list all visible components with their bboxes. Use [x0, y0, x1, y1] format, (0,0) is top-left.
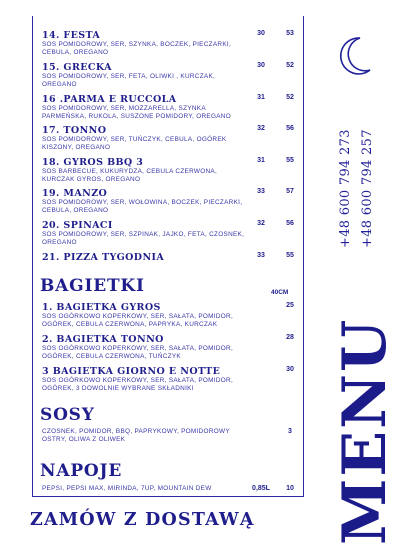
- menu-item: [42, 220, 300, 247]
- price-large: 53: [286, 30, 294, 37]
- menu-item: [42, 188, 300, 215]
- price-large: 52: [286, 62, 294, 69]
- price-large: 55: [286, 252, 294, 259]
- menu-item: [42, 302, 300, 329]
- menu-item: [42, 94, 300, 121]
- section-title-napoje: NAPOJE: [40, 461, 123, 481]
- price: 30: [286, 366, 294, 373]
- item-name: 3 BAGIETKA GIORNO E NOTTE: [42, 366, 221, 377]
- menu-item: [42, 62, 300, 89]
- price-large: 52: [286, 94, 294, 101]
- item-description: SOS POMIDOROWY, SER, WOŁOWINA, BOCZEK, PIECZARKI, CEBULA, OREGANO: [42, 199, 243, 214]
- section-title-bagietki: BAGIETKI: [40, 276, 145, 296]
- price-small: 30: [257, 62, 265, 69]
- price-small: 33: [257, 188, 265, 195]
- menu-item: [42, 157, 300, 184]
- price-small: 33: [257, 252, 265, 259]
- drink-size: 0,85L: [252, 485, 270, 492]
- price-small: 32: [257, 125, 265, 132]
- price-small: 31: [257, 94, 265, 101]
- price: 25: [286, 302, 294, 309]
- menu-item: [42, 252, 300, 263]
- item-name: 17. TONNO: [42, 125, 107, 136]
- item-description: SOS OGÓRKOWO KOPERKOWY, SER, SAŁATA, POMIDOR, OGÓREK, 3 DOWOLNIE WYBRANE SKŁADNIKI: [42, 377, 234, 392]
- price-large: 57: [286, 188, 294, 195]
- item-name: 21. PIZZA TYGODNIA: [42, 252, 165, 263]
- menu-item: [42, 485, 300, 493]
- size-header: 40CM: [271, 289, 289, 296]
- item-name: 1. BAGIETKA GYROS: [42, 302, 161, 313]
- menu-item: [42, 428, 300, 444]
- price-large: 56: [286, 220, 294, 227]
- item-name: 14. FESTA: [42, 30, 101, 41]
- price-small: 32: [257, 220, 265, 227]
- item-name: 15. GRECKA: [42, 62, 112, 73]
- item-description: SOS POMIDOROWY, SER, FETA, OLIWKI , KURCZAK, OREGANO: [42, 73, 216, 88]
- menu-item: [42, 366, 300, 393]
- menu-item: [42, 334, 300, 361]
- order-banner: ZAMÓW Z DOSTAWĄ: [30, 510, 255, 530]
- item-description: SOS POMIDOROWY, SER, MOZZARELLA, SZYNKA PARMEŃSKA, RUKOLA, SUSZONE POMIDORY, OREGANO: [42, 105, 231, 120]
- price: 10: [286, 485, 294, 492]
- price-small: 31: [257, 157, 265, 164]
- phone-number[interactable]: +48 600 794 257: [360, 129, 375, 248]
- item-name: 18. GYROS BBQ 3: [42, 157, 144, 168]
- menu-title-vertical: MENU: [330, 317, 400, 545]
- phone-number[interactable]: +48 600 794 273: [338, 129, 353, 248]
- menu-item: [42, 125, 300, 152]
- price: 28: [286, 334, 294, 341]
- item-name: 20. SPINACI: [42, 220, 113, 231]
- price-large: 55: [286, 157, 294, 164]
- price-large: 56: [286, 125, 294, 132]
- crescent-moon-icon: [338, 36, 372, 76]
- item-name: 2. BAGIETKA TONNO: [42, 334, 164, 345]
- item-description: SOS POMIDOROWY, SER, SZYNKA, BOCZEK, PIECZARKI, CEBULA, OREGANO: [42, 41, 232, 56]
- item-description: CZOSNEK, POMIDOR, BBQ, PAPRYKOWY, POMIDOROWY OSTRY, OLIWA Z OLIWEK: [42, 428, 230, 443]
- item-description: SOS POMIDOROWY, SER, TUŃCZYK, CEBULA, OGÓREK KISZONY, OREGANO: [42, 136, 227, 151]
- item-description: SOS BARBECUE, KUKURYDZA, CEBULA CZERWONA, KURCZAK GYROS, OREGANO: [42, 168, 218, 183]
- item-description: SOS OGÓRKOWO KOPERKOWY, SER, SAŁATA, POMIDOR, OGÓREK, CEBULA CZERWONA, TUŃCZYK: [42, 345, 234, 360]
- item-name: 16 .PARMA E RUCCOLA: [42, 94, 177, 105]
- item-description: SOS POMIDOROWY, SER, SZPINAK, JAJKO, FETA, CZOSNEK, OREGANO: [42, 231, 245, 246]
- menu-item: [42, 30, 300, 57]
- section-title-sosy: SOSY: [40, 405, 95, 425]
- item-description: PEPSI, PEPSI MAX, MIRINDA, 7UP, MOUNTAIN DEW: [42, 485, 212, 492]
- item-name: 19. MANZO: [42, 188, 108, 199]
- item-description: SOS OGÓRKOWO KOPERKOWY, SER, SAŁATA, POMIDOR, OGÓREK, CEBULA CZERWONA, PAPRYKA, KURCZAK: [42, 313, 234, 328]
- price-small: 30: [257, 30, 265, 37]
- price: 3: [288, 428, 292, 435]
